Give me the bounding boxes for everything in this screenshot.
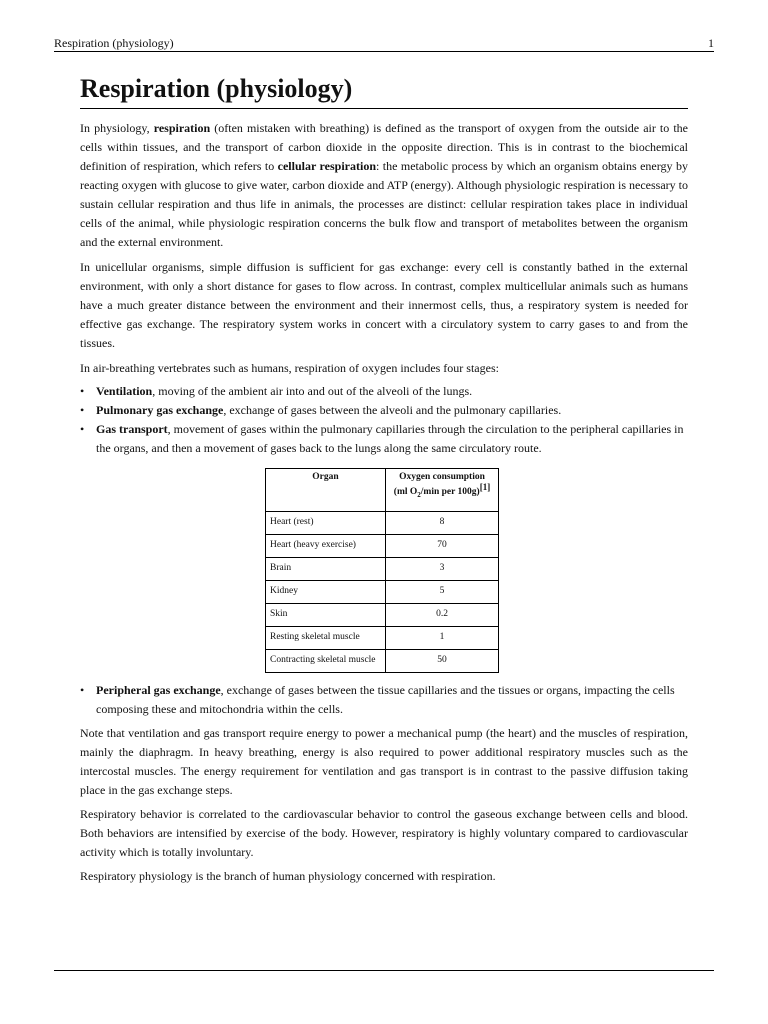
bullet-icon: • xyxy=(80,384,85,398)
table-header-row xyxy=(266,469,499,512)
intro-paragraph xyxy=(80,119,688,252)
paragraph-stages-intro: In air-breathing vertebrates such as humans, respiration of oxygen includes four stages: xyxy=(80,361,499,375)
term-respiration: respiration xyxy=(153,121,211,135)
list-item xyxy=(80,681,688,719)
oxygen-header-line1: Oxygen consumption xyxy=(399,472,485,482)
stages-list xyxy=(80,382,688,458)
organ-cell: Heart (heavy exercise) xyxy=(266,535,386,558)
oxygen-header-subscript: 2 xyxy=(417,491,421,500)
table-row xyxy=(266,650,499,673)
stage-term: Gas transport xyxy=(96,422,168,436)
organ-cell: Kidney xyxy=(266,581,386,604)
footer-rule xyxy=(54,970,714,971)
table-row xyxy=(266,627,499,650)
stage-term: Pulmonary gas exchange xyxy=(96,403,224,417)
term-cellular-respiration: cellular respiration xyxy=(277,159,376,173)
stage-term: Ventilation xyxy=(96,384,153,398)
value-cell: 5 xyxy=(386,581,499,604)
paragraph-cardiovascular: Respiratory behavior is correlated to the cardiovascular behavior to control the gaseous exchange between cells and blood. Both behaviors are intensified by exercise of the body. However, respiratory is highly voluntary compared to cardiovascular activity which is totally involuntary. xyxy=(80,807,688,859)
list-item xyxy=(80,382,688,401)
stages-list-continued xyxy=(80,681,688,719)
stage-text: , movement of gases within the pulmonary capillaries through the circulation to the peripheral capillaries in the organs, and then a movement of gases back to the lungs along the same circulatory route. xyxy=(96,422,684,455)
value-cell: 50 xyxy=(386,650,499,673)
column-header-oxygen xyxy=(386,469,499,512)
organ-cell: Contracting skeletal muscle xyxy=(266,650,386,673)
value-cell: 8 xyxy=(386,512,499,535)
stage-text: , exchange of gases between the tissue capillaries and the tissues or organs, impacting the cells composing these and mitochondria within the cells. xyxy=(96,683,675,716)
bullet-icon: • xyxy=(80,403,85,417)
stage-text: , exchange of gases between the alveoli and the pulmonary capillaries. xyxy=(223,403,562,417)
organ-cell: Heart (rest) xyxy=(266,512,386,535)
bullet-icon: • xyxy=(80,683,85,697)
value-cell: 70 xyxy=(386,535,499,558)
intro-text-e: : the metabolic process by which an organism obtains energy by reacting oxygen with glucose to give water, carbon dioxide and ATP (energy). Although physiologic respiration is necessary to sustain cellular respiration and thus life in animals, the processes are distinct: cellular respiration takes place in individual cells of the animal, while physiologic respiration concerns the bulk flow and transport of metabolites between the organism and the external environment. xyxy=(80,159,688,249)
header-rule xyxy=(54,51,714,52)
article xyxy=(80,74,688,886)
value-cell: 3 xyxy=(386,558,499,581)
paragraph-energy: Note that ventilation and gas transport require energy to power a mechanical pump (the heart) and the muscles of respiration, mainly the diaphragm. In heavy breathing, energy is also required to power additional respiratory muscles such as the intercostal muscles. The energy requirement for ventilation and gas transport is in contrast to the passive diffusion taking place in the gas exchange steps. xyxy=(80,726,688,797)
table-row xyxy=(266,581,499,604)
citation-link[interactable]: [1] xyxy=(479,482,491,492)
organ-cell: Skin xyxy=(266,604,386,627)
paragraph-unicellular: In unicellular organisms, simple diffusion is sufficient for gas exchange: every cell is constantly bathed in the external environment, with only a short distance for gases to flow across. In contrast, complex multicellular animals such as humans have a much greater distance between the environment and their innermost cells, thus, a respiratory system is needed for effective gas exchange. The respiratory system works in concert with a circulatory system to carry gases to and from the tissues. xyxy=(80,260,688,350)
stage-term: Peripheral gas exchange xyxy=(96,683,221,697)
value-cell: 1 xyxy=(386,627,499,650)
page-number: 1 xyxy=(708,36,714,50)
table-row xyxy=(266,558,499,581)
bullet-icon: • xyxy=(80,422,85,436)
oxygen-header-unit-post: /min per 100g) xyxy=(420,487,480,498)
table-row xyxy=(266,512,499,535)
table-row xyxy=(266,604,499,627)
oxygen-consumption-table xyxy=(265,468,499,673)
organ-cell: Brain xyxy=(266,558,386,581)
value-cell: 0.2 xyxy=(386,604,499,627)
list-item xyxy=(80,420,688,458)
intro-text-a: In physiology, xyxy=(80,121,154,135)
intro-text-c: (often mistaken with breathing) is defined as the transport of oxygen from the outside air to the cells within tissues, and the transport of carbon dioxide in the opposite direction. This is in contrast to the biochemical definition of respiration, which refers to xyxy=(80,121,689,173)
organ-cell: Resting skeletal muscle xyxy=(266,627,386,650)
paragraph-definition: Respiratory physiology is the branch of human physiology concerned with respiration. xyxy=(80,869,496,883)
column-header-organ: Organ xyxy=(266,469,386,512)
running-title: Respiration (physiology) xyxy=(54,36,174,50)
table-row xyxy=(266,535,499,558)
oxygen-header-unit-pre: (ml O xyxy=(393,487,418,498)
article-title: Respiration (physiology) xyxy=(80,74,688,109)
stage-text: , moving of the ambient air into and out of the alveoli of the lungs. xyxy=(152,384,473,398)
list-item xyxy=(80,401,688,420)
